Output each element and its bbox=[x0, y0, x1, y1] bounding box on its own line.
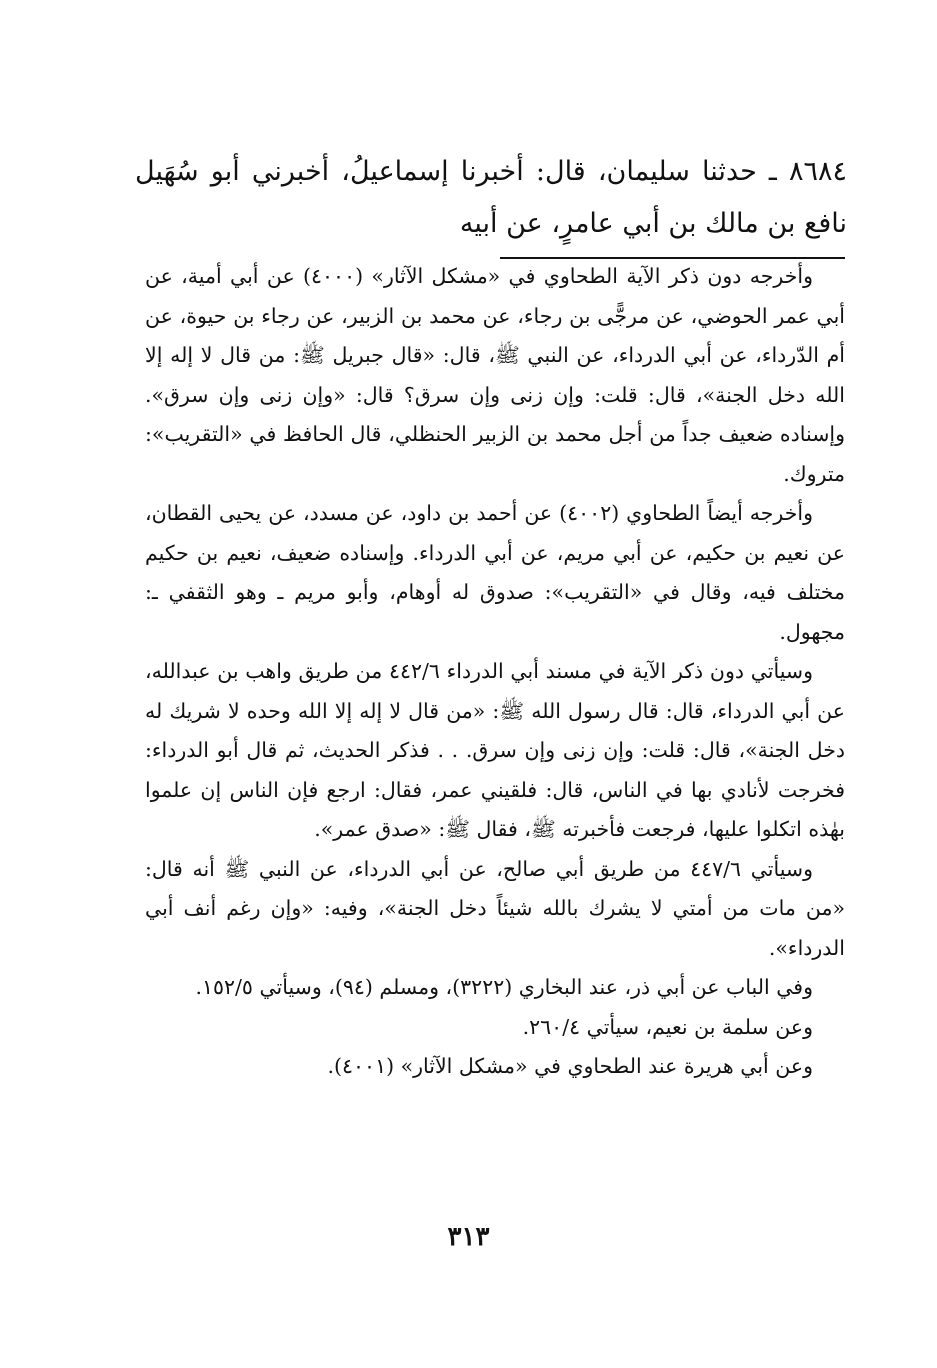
footnote-paragraph: وأخرجه دون ذكر الآية الطحاوي في «مشكل الآثار» (٤٠٠٠) عن أبي أمية، عن أبي عمر الحوضي، عن مرجًّى بن رجاء، عن محمد بن الزبير، عن رجاء بن حيوة، عن أم الدّرداء، عن أبي الدرداء، عن النبي ﷺ، قال: «قال جبريل ﷺ: من قال لا إله إلا الله دخل الجنة»، قال: قلت: وإن زنى وإن سرق؟ قال: «وإن زنى وإن سرق». وإسناده ضعيف جداً من أجل محمد بن الزبير الحنظلي، قال الحافظ في «التقريب»: متروك. bbox=[145, 264, 845, 486]
footnote-paragraph: وأخرجه أيضاً الطحاوي (٤٠٠٢) عن أحمد بن داود، عن مسدد، عن يحيى القطان، عن نعيم بن حكيم، عن أبي مريم، عن أبي الدرداء. وإسناده ضعيف، نعيم بن حكيم مختلف فيه، وقال في «التقريب»: صدوق له أوهام، وأبو مريم ـ وهو الثقفي ـ: مجهول. bbox=[145, 501, 845, 644]
hadith-text: ٨٦٨٤ ـ حدثنا سليمان، قال: أخبرنا إسماعيلُ، أخبرني أبو سُهَيل نافع بن مالك بن أبي عامرٍ، عن أبيه bbox=[135, 156, 847, 239]
footnote-paragraph: وفي الباب عن أبي ذر، عند البخاري (٣٢٢٢)، ومسلم (٩٤)، وسيأتي ١٥٢/٥. bbox=[195, 975, 813, 999]
footnotes bbox=[145, 257, 845, 1087]
footnote-paragraph: وعن أبي هريرة عند الطحاوي في «مشكل الآثار» (٤٠٠١). bbox=[327, 1054, 813, 1078]
page-number: ٣١٣ bbox=[447, 1222, 490, 1252]
footnote-paragraph: وسيأتي دون ذكر الآية في مسند أبي الدرداء ٤٤٢/٦ من طريق واهب بن عبدالله، عن أبي الدرداء، قال: قال رسول الله ﷺ: «من قال لا إله إلا الله وحده لا شريك له دخل الجنة»، قال: قلت: وإن زنى وإن سرق. . . فذكر الحديث، ثم قال أبو الدرداء: فخرجت لأنادي بها في الناس، قال: فلقيني عمر، فقال: ارجع فإن الناس إن علموا بهٰذه اتكلوا عليها، فرجعت فأخبرته ﷺ، فقال ﷺ: «صدق عمر». bbox=[145, 659, 845, 841]
hadith-text-block bbox=[135, 146, 847, 250]
footnote-paragraph: وعن سلمة بن نعيم، سيأتي ٢٦٠/٤. bbox=[522, 1014, 813, 1039]
footnote-paragraph: وسيأتي ٤٤٧/٦ من طريق أبي صالح، عن أبي الدرداء، عن النبي ﷺ أنه قال: «من مات من أمتي لا يشرك بالله شيئاً دخل الجنة»، وفيه: «وإن رغم أنف أبي الدرداء». bbox=[145, 856, 845, 960]
